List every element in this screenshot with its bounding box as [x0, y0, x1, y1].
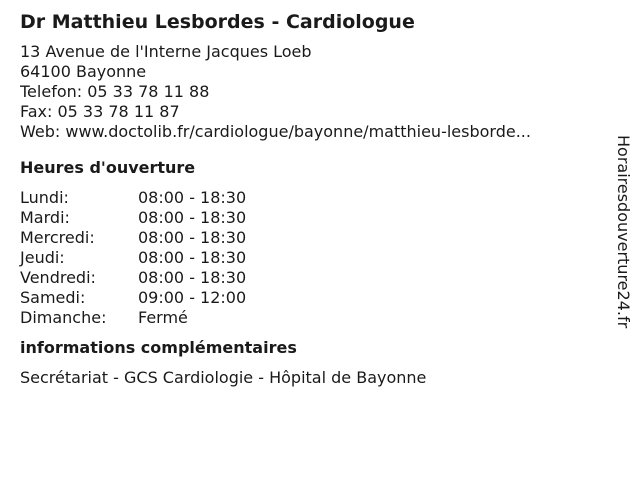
day-hours: 08:00 - 18:30 [138, 208, 247, 227]
city-address: 64100 Bayonne [20, 62, 147, 81]
day-hours: 08:00 - 18:30 [138, 268, 247, 287]
day-label: Samedi: [20, 288, 86, 307]
hours-row-mercredi [20, 228, 600, 248]
business-card [20, 8, 600, 388]
info-text: Secrétariat - GCS Cardiologie - Hôpital de Bayonne [20, 368, 427, 387]
day-label: Mercredi: [20, 228, 95, 247]
phone-number[interactable]: Telefon: 05 33 78 11 88 [20, 82, 210, 101]
hours-table [20, 188, 600, 328]
day-hours: 08:00 - 18:30 [138, 188, 247, 207]
hours-row-vendredi [20, 268, 600, 288]
day-label: Dimanche: [20, 308, 107, 327]
street-address: 13 Avenue de l'Interne Jacques Loeb [20, 42, 312, 61]
day-label: Lundi: [20, 188, 69, 207]
website-link[interactable]: Web: www.doctolib.fr/cardiologue/bayonne/matthieu-lesborde... [20, 122, 531, 141]
hours-row-jeudi [20, 248, 600, 268]
day-hours: 08:00 - 18:30 [138, 248, 247, 267]
hours-row-dimanche [20, 308, 600, 328]
business-name: Dr Matthieu Lesbordes - Cardiologue [20, 11, 415, 33]
hours-row-mardi [20, 208, 600, 228]
contact-block [20, 42, 600, 142]
watermark: Horairesdouverture24.fr [614, 135, 633, 329]
hours-row-samedi [20, 288, 600, 308]
hours-row-lundi [20, 188, 600, 208]
hours-heading: Heures d'ouverture [20, 158, 196, 177]
day-hours: 09:00 - 12:00 [138, 288, 247, 307]
day-hours: 08:00 - 18:30 [138, 228, 247, 247]
day-label: Jeudi: [20, 248, 65, 267]
fax-number: Fax: 05 33 78 11 87 [20, 102, 180, 121]
day-label: Vendredi: [20, 268, 96, 287]
info-heading: informations complémentaires [20, 338, 297, 357]
day-label: Mardi: [20, 208, 70, 227]
day-hours: Fermé [138, 308, 188, 327]
